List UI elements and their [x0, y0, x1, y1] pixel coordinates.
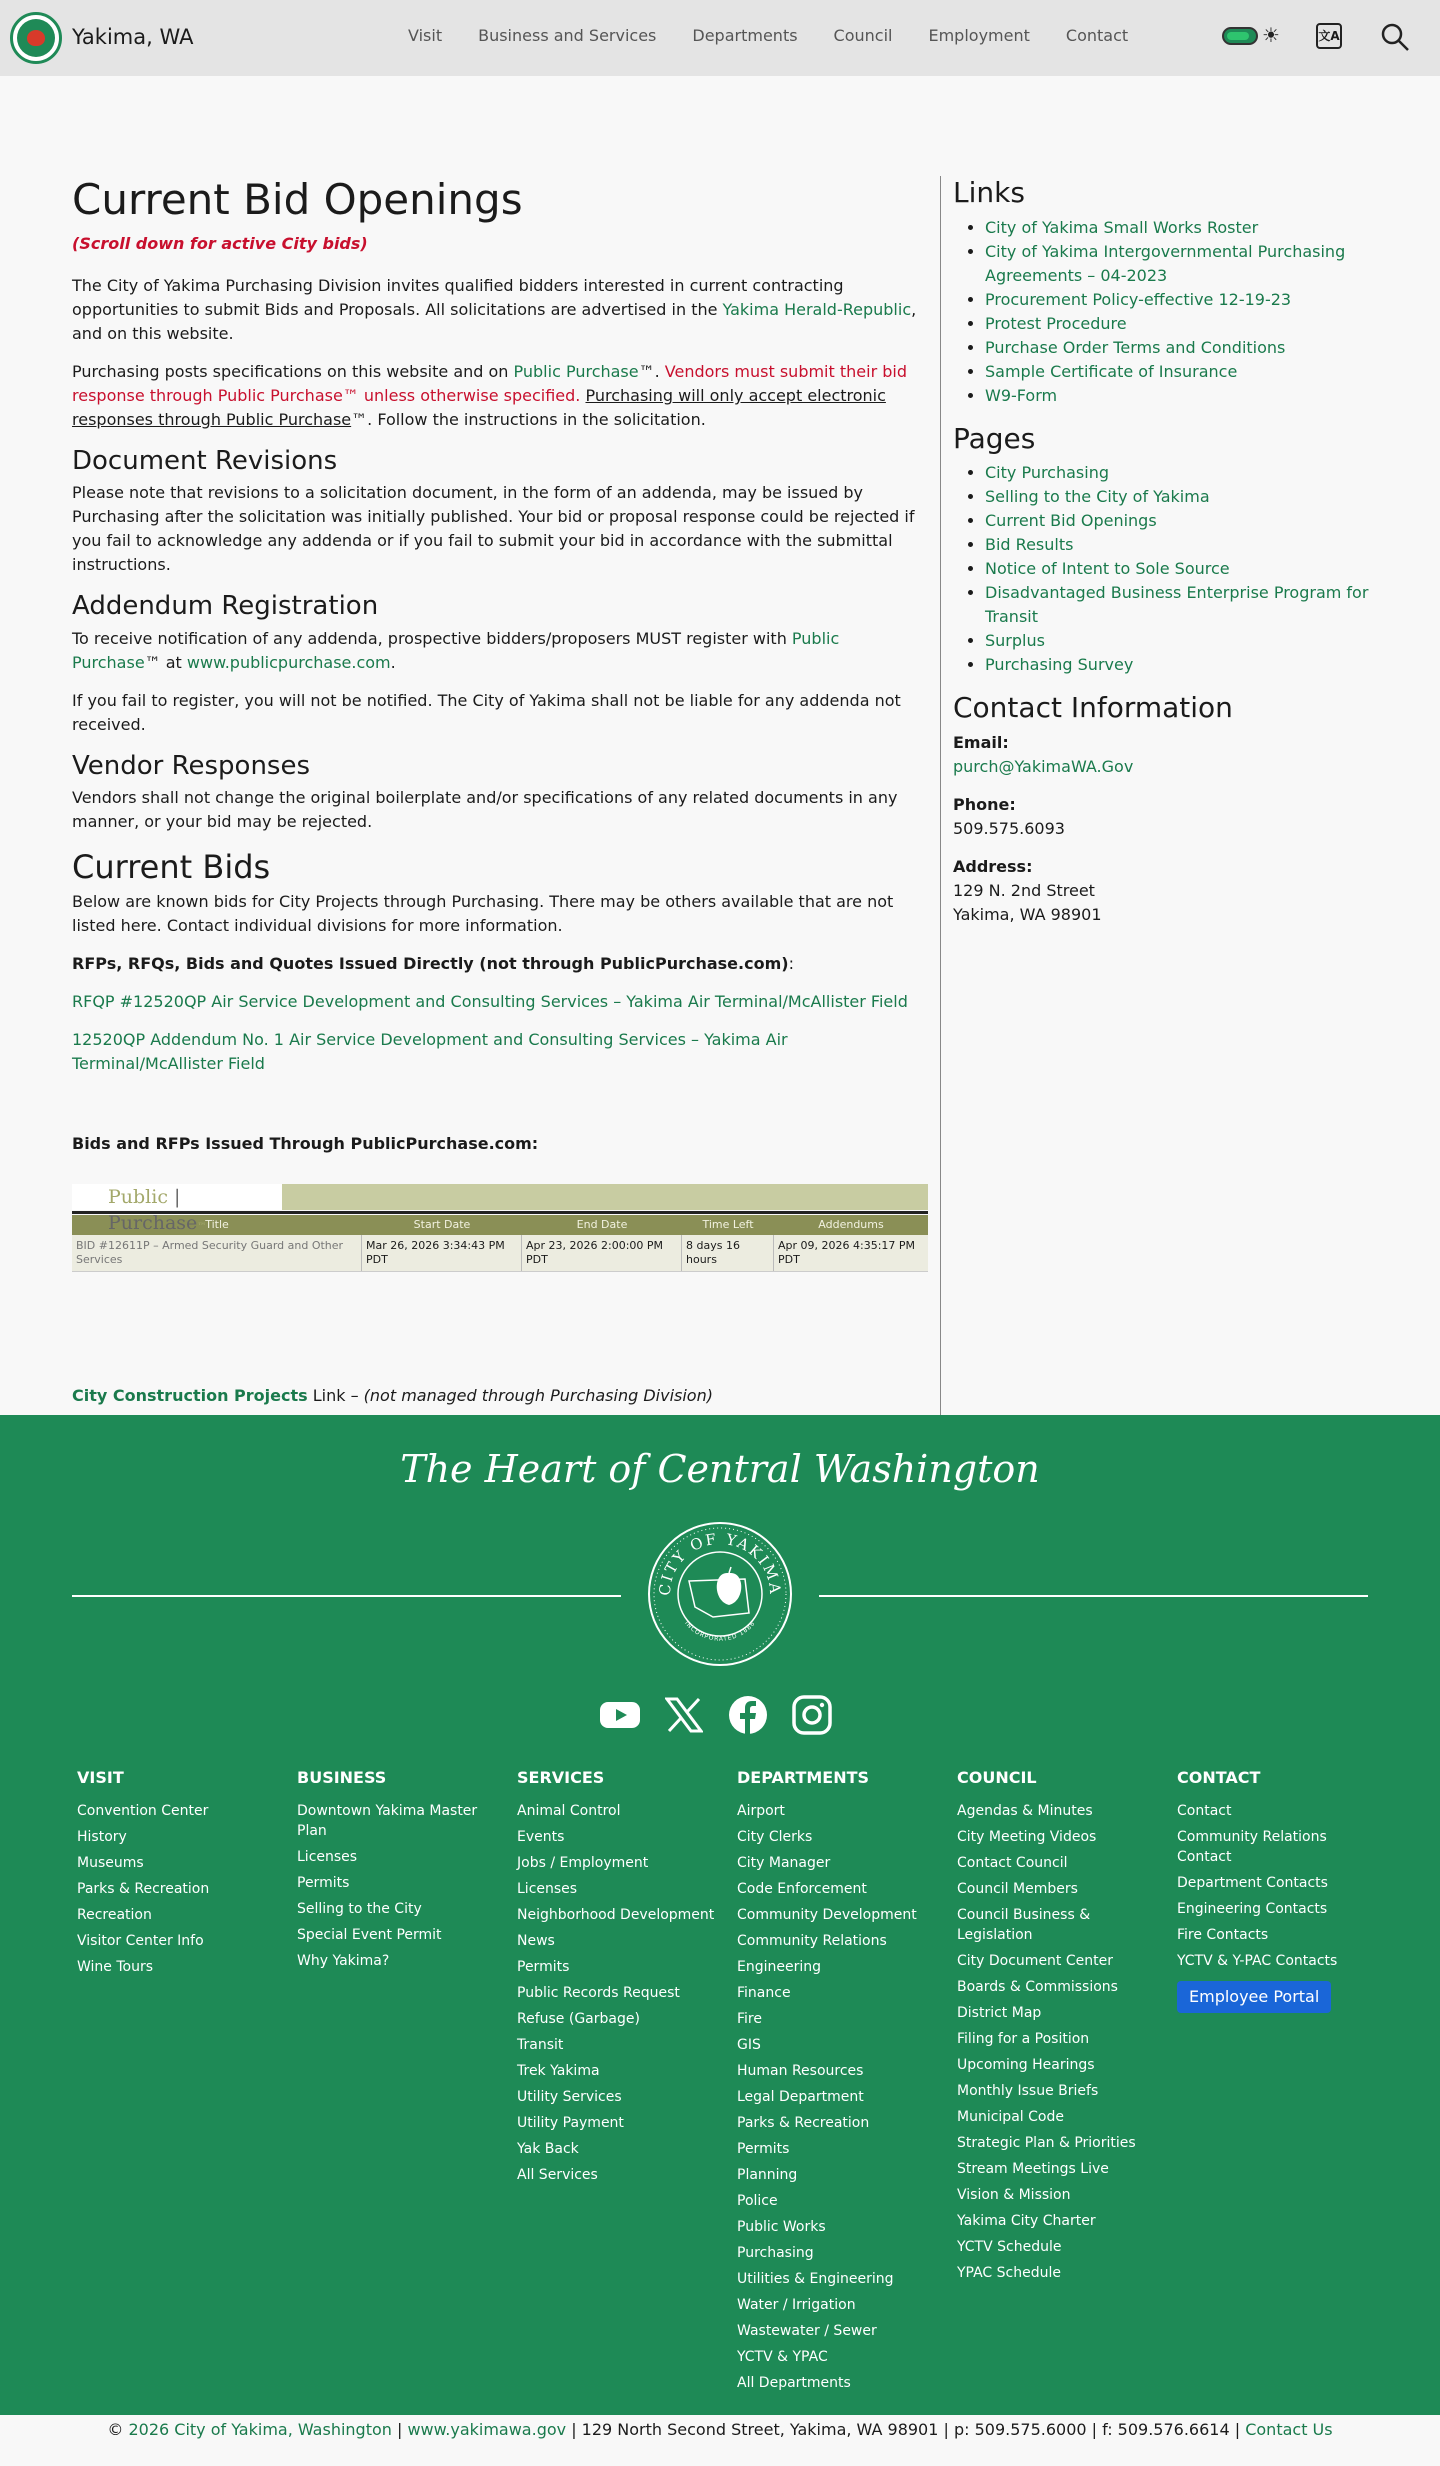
table-row — [72, 1235, 928, 1271]
footer-link[interactable]: YPAC Schedule — [957, 2265, 1061, 2281]
footer-link[interactable]: Museums — [77, 1855, 144, 1871]
footer-col-heading: BUSINESS — [297, 1768, 387, 1787]
footer-col-services — [517, 1769, 737, 2399]
footer-link[interactable]: GIS — [737, 2037, 761, 2053]
contact-email — [953, 731, 1373, 779]
direct-bids-colon: : — [788, 954, 794, 974]
phone-value: 509.575.6093 — [953, 818, 1065, 838]
public-purchase-link-2[interactable]: Public Purchase — [72, 628, 840, 672]
small-works-roster-link[interactable]: City of Yakima Small Works Roster — [985, 217, 1259, 237]
page-title: Current Bid Openings — [72, 175, 523, 224]
addendum-text: . — [390, 652, 396, 672]
intergovernmental-agreements-link[interactable]: City of Yakima Intergovernmental Purchasing Agreements – 04-2023 — [985, 241, 1346, 285]
po-terms-link[interactable]: Purchase Order Terms and Conditions — [985, 337, 1286, 357]
footer-link[interactable]: Why Yakima? — [297, 1953, 390, 1969]
footer-link[interactable]: Engineering — [737, 1959, 821, 1975]
col-end-date: End Date — [576, 1218, 628, 1232]
footer-address: | 129 North Second Street, Yakima, WA 98901 | p: 509.575.6000 | f: 509.576.6614 | — [566, 2420, 1246, 2439]
bid-end-date: Apr 23, 2026 2:00:00 PM PDT — [522, 1235, 682, 1271]
vendor-responses-heading: Vendor Responses — [72, 750, 311, 781]
footer-link[interactable]: Wastewater / Sewer — [737, 2323, 877, 2339]
selling-to-city-link[interactable]: Selling to the City of Yakima — [985, 487, 1210, 507]
logo-sep: | — [167, 1186, 181, 1209]
footer-link[interactable]: Transit — [517, 2037, 564, 2053]
email-link[interactable]: purch@YakimaWA.Gov — [953, 756, 1134, 776]
addendum-text: ™ at — [144, 652, 187, 672]
x-twitter-icon[interactable] — [662, 1693, 706, 1737]
city-purchasing-link[interactable]: City Purchasing — [985, 463, 1109, 483]
footer-link[interactable]: Refuse (Garbage) — [517, 2011, 640, 2027]
insurance-certificate-link[interactable]: Sample Certificate of Insurance — [985, 361, 1238, 381]
footer-link[interactable]: Legal Department — [737, 2089, 864, 2105]
email-label: Email: — [953, 732, 1009, 752]
list-item — [985, 240, 1373, 288]
column-divider — [940, 176, 941, 1466]
address-label: Address: — [953, 856, 1033, 876]
list-item — [985, 653, 1373, 677]
footer-columns — [77, 1769, 1397, 2399]
main-nav — [390, 24, 1146, 48]
intro-text: , and on this website. — [72, 300, 917, 344]
footer-link[interactable]: Yakima City Charter — [957, 2213, 1096, 2229]
bid-start-date: Mar 26, 2026 3:34:43 PM PDT — [362, 1235, 522, 1271]
copyright-year-link[interactable]: 2026 City of Yakima, Washington — [128, 2420, 392, 2439]
footer-link[interactable]: Permits — [297, 1875, 350, 1891]
list-item — [985, 557, 1373, 581]
footer-link[interactable]: Monthly Issue Briefs — [957, 2083, 1099, 2099]
facebook-icon[interactable] — [726, 1693, 770, 1737]
brand-name: Yakima, WA — [72, 25, 194, 50]
main-content — [72, 176, 928, 1423]
footer-link[interactable]: News — [517, 1933, 555, 1949]
col-time-left: Time Left — [702, 1218, 754, 1232]
footer-link[interactable]: History — [77, 1829, 127, 1845]
list-item — [985, 509, 1373, 533]
copyright-symbol: © — [107, 2420, 129, 2439]
footer-link[interactable]: Utility Services — [517, 2089, 622, 2105]
list-item — [985, 312, 1373, 336]
footer-link[interactable]: Jobs / Employment — [517, 1855, 649, 1871]
intro-paragraph-1 — [72, 274, 928, 346]
footer-link[interactable]: Planning — [737, 2167, 798, 2183]
footer-link[interactable]: Boards & Commissions — [957, 1979, 1118, 1995]
col-title: Title — [205, 1218, 229, 1232]
social-links — [598, 1693, 854, 1737]
footer-link[interactable]: Licenses — [517, 1881, 578, 1897]
nav-employment[interactable]: Employment — [928, 26, 1030, 45]
footer-link[interactable]: Vision & Mission — [957, 2187, 1071, 2203]
footer-link[interactable]: City Document Center — [957, 1953, 1113, 1969]
construction-text: Link – — [307, 1386, 364, 1406]
footer-link[interactable]: Parks & Recreation — [737, 2115, 870, 2131]
bid-results-link[interactable]: Bid Results — [985, 535, 1074, 555]
footer-link[interactable]: Filing for a Position — [957, 2031, 1090, 2047]
copyright-bar — [0, 2415, 1440, 2466]
publicpurchase-heading: Bids and RFPs Issued Through PublicPurchase.com: — [72, 1134, 539, 1154]
construction-projects-link[interactable]: City Construction Projects — [72, 1386, 308, 1406]
brand-link[interactable] — [10, 12, 193, 64]
footer-link[interactable]: Contact — [1177, 1803, 1232, 1819]
footer-link[interactable]: Wine Tours — [77, 1959, 154, 1975]
address-line-2: Yakima, WA 98901 — [953, 904, 1102, 924]
nav-business-services[interactable]: Business and Services — [478, 26, 657, 45]
list-item — [985, 336, 1373, 360]
city-seal-icon — [647, 1521, 793, 1667]
footer-link[interactable]: Council Business & Legislation — [957, 1907, 1091, 1943]
footer-link[interactable]: Visitor Center Info — [77, 1933, 204, 1949]
footer-col-departments — [737, 1769, 957, 2399]
sole-source-link[interactable]: Notice of Intent to Sole Source — [985, 559, 1230, 579]
list-item — [985, 216, 1373, 240]
footer-col-business — [297, 1769, 517, 2399]
bid-addendum-date: Apr 09, 2026 4:35:17 PM PDT — [778, 1239, 916, 1267]
w9-form-link[interactable]: W9-Form — [985, 385, 1058, 405]
footer-link[interactable]: City Clerks — [737, 1829, 813, 1845]
footer-link[interactable]: Water / Irrigation — [737, 2297, 856, 2313]
translate-icon[interactable]: 文A — [1316, 23, 1342, 49]
links-heading: Links — [953, 176, 1025, 209]
sun-icon: ☀ — [1262, 23, 1280, 47]
footer-link[interactable]: Contact Council — [957, 1855, 1068, 1871]
sidebar — [953, 176, 1373, 941]
footer-col-heading: SERVICES — [517, 1768, 605, 1787]
direct-bid-item — [72, 1028, 928, 1076]
footer-link[interactable]: All Services — [517, 2167, 598, 2183]
logo-purchase: Purchase — [108, 1212, 198, 1235]
theme-toggle[interactable] — [1222, 27, 1258, 45]
contact-address — [953, 855, 1373, 927]
list-item — [985, 629, 1373, 653]
footer-link[interactable]: Permits — [737, 2141, 790, 2157]
footer-link[interactable]: City Meeting Videos — [957, 1829, 1097, 1845]
vendor-responses-text: Vendors shall not change the original boilerplate and/or specifications of any related documents in any manner, or your bid may be rejected. — [72, 787, 898, 831]
construction-note: (not managed through Purchasing Division) — [363, 1386, 713, 1406]
footer-link[interactable]: Finance — [737, 1985, 791, 2001]
footer-link[interactable]: Airport — [737, 1803, 785, 1819]
youtube-icon[interactable] — [598, 1693, 642, 1737]
footer-tagline: The Heart of Central Washington — [400, 1447, 1040, 1491]
current-bid-openings-link[interactable]: Current Bid Openings — [985, 511, 1157, 531]
footer-link[interactable]: Human Resources — [737, 2063, 864, 2079]
footer-col-heading: VISIT — [77, 1768, 124, 1787]
bid-title-link[interactable]: BID #12611P – Armed Security Guard and Other Services — [72, 1235, 362, 1271]
current-bids-heading: Current Bids — [72, 847, 271, 886]
scroll-note: (Scroll down for active City bids) — [72, 234, 368, 254]
svg-text:CITY OF YAKIMA: CITY OF YAKIMA — [655, 1529, 785, 1597]
address-line-1: 129 N. 2nd Street — [953, 880, 1095, 900]
contact-phone — [953, 793, 1373, 841]
addendum-12520qp-link[interactable]: 12520QP Addendum No. 1 Air Service Development and Consulting Services – Yakima Air Terminal/McAllister Field — [72, 1030, 788, 1074]
electronic-notice: Purchasing will only accept electronic responses through Public Purchase — [72, 386, 886, 430]
direct-bid-item — [72, 990, 928, 1014]
intro-text: ™. — [638, 362, 665, 382]
surplus-link[interactable]: Surplus — [985, 631, 1045, 651]
site-footer — [0, 1415, 1440, 2415]
list-item — [985, 288, 1373, 312]
intro-text: The City of Yakima Purchasing Division invites qualified bidders interested in current contracting opportunities to submit Bids and Proposals. All solicitations are advertised in the — [72, 276, 844, 320]
pages-heading: Pages — [953, 421, 1036, 455]
col-addendums: Addendums — [818, 1218, 884, 1232]
phone-label: Phone: — [953, 794, 1016, 814]
protest-procedure-link[interactable]: Protest Procedure — [985, 313, 1127, 333]
addendum-registration-text — [72, 627, 928, 675]
footer-link[interactable]: Trek Yakima — [517, 2063, 600, 2079]
herald-republic-link[interactable]: Yakima Herald-Republic — [722, 300, 912, 320]
nav-council[interactable]: Council — [833, 26, 893, 45]
footer-link[interactable]: YCTV & YPAC — [737, 2349, 828, 2365]
footer-link[interactable]: Department Contacts — [1177, 1875, 1328, 1891]
list-item — [985, 461, 1373, 485]
footer-link[interactable]: Licenses — [297, 1849, 358, 1865]
footer-link[interactable]: Council Members — [957, 1881, 1078, 1897]
svg-text:INCORPORATED 1886: INCORPORATED 1886 — [683, 1619, 757, 1643]
logo-tm: ™ — [197, 1222, 207, 1233]
logo-public: Public — [108, 1186, 168, 1209]
footer-link[interactable]: Selling to the City — [297, 1901, 422, 1917]
rfqp-12520qp-link[interactable]: RFQP #12520QP Air Service Development and Consulting Services – Yakima Air Terminal/McAllister Field — [72, 992, 908, 1012]
search-icon[interactable] — [1380, 22, 1410, 52]
footer-link[interactable]: All Departments — [737, 2375, 851, 2391]
footer-link[interactable]: Public Records Request — [517, 1985, 680, 2001]
intro-paragraph-2 — [72, 360, 928, 432]
contact-heading: Contact Information — [953, 691, 1233, 725]
top-navigation — [0, 0, 1440, 76]
employee-portal-button[interactable]: Employee Portal — [1177, 1981, 1331, 2013]
footer-col-council — [957, 1769, 1177, 2399]
footer-link[interactable]: Community Relations Contact — [1177, 1829, 1327, 1865]
instagram-icon[interactable] — [790, 1693, 834, 1737]
separator: | — [391, 2420, 408, 2439]
intro-text: Purchasing posts specifications on this website and on — [72, 362, 514, 382]
footer-rule-right — [819, 1595, 1368, 1597]
nav-visit[interactable]: Visit — [408, 26, 443, 45]
contact-us-link[interactable]: Contact Us — [1245, 2420, 1333, 2439]
list-item — [985, 360, 1373, 384]
footer-col-heading: COUNCIL — [957, 1768, 1037, 1787]
list-item — [985, 485, 1373, 509]
footer-link[interactable]: Purchasing — [737, 2245, 814, 2261]
intro-text: ™. Follow the instructions in the solicitation. — [351, 410, 706, 430]
footer-link[interactable]: Community Relations — [737, 1933, 887, 1949]
purchasing-survey-link[interactable]: Purchasing Survey — [985, 655, 1134, 675]
footer-link[interactable]: Special Event Permit — [297, 1927, 442, 1943]
footer-link[interactable]: Parks & Recreation — [77, 1881, 210, 1897]
footer-link[interactable]: Agendas & Minutes — [957, 1803, 1093, 1819]
footer-link[interactable]: Yak Back — [517, 2141, 579, 2157]
footer-link[interactable]: Convention Center — [77, 1803, 209, 1819]
list-item — [985, 581, 1373, 629]
footer-link[interactable]: Downtown Yakima Master Plan — [297, 1803, 478, 1839]
direct-bids-heading — [72, 952, 928, 976]
footer-link[interactable]: Municipal Code — [957, 2109, 1064, 2125]
footer-link[interactable]: Events — [517, 1829, 565, 1845]
nav-contact[interactable]: Contact — [1065, 26, 1129, 45]
footer-link[interactable]: Strategic Plan & Priorities — [957, 2135, 1136, 2151]
addendum-notice-text: If you fail to register, you will not be notified. The City of Yakima shall not be liable for any addenda not received. — [72, 690, 901, 734]
footer-col-heading: CONTACT — [1177, 1768, 1261, 1787]
document-revisions-text: Please note that revisions to a solicitation document, in the form of an addenda, may be issued by Purchasing after the solicitation was initially published. Your bid or proposal response could be rejected if you fail to acknowledge any addenda or if you fail to submit your bid in accordance with the submittal instructions. — [72, 483, 915, 575]
footer-link[interactable]: Fire Contacts — [1177, 1927, 1269, 1943]
footer-col-heading: DEPARTMENTS — [737, 1768, 870, 1787]
list-item — [985, 384, 1373, 408]
links-list — [953, 216, 1373, 408]
footer-link[interactable]: YCTV Schedule — [957, 2239, 1062, 2255]
footer-link[interactable]: Community Development — [737, 1907, 917, 1923]
footer-link[interactable]: Stream Meetings Live — [957, 2161, 1109, 2177]
footer-link[interactable]: Recreation — [77, 1907, 152, 1923]
nav-departments[interactable]: Departments — [692, 26, 798, 45]
footer-col-contact — [1177, 1769, 1397, 2399]
publicpurchase-widget — [72, 1184, 928, 1272]
footer-link[interactable]: Police — [737, 2193, 778, 2209]
pages-list — [953, 461, 1373, 677]
footer-link[interactable]: Upcoming Hearings — [957, 2057, 1095, 2073]
footer-link[interactable]: Permits — [517, 1959, 570, 1975]
footer-link[interactable]: Engineering Contacts — [1177, 1901, 1328, 1917]
footer-link[interactable]: Neighborhood Development — [517, 1907, 715, 1923]
addendum-text: To receive notification of any addenda, prospective bidders/proposers MUST register with — [72, 628, 792, 648]
footer-link[interactable]: Utilities & Engineering — [737, 2271, 894, 2287]
bid-time-left: 8 days 16 hours — [682, 1235, 774, 1271]
footer-link[interactable]: Public Works — [737, 2219, 826, 2235]
direct-bids-title: RFPs, RFQs, Bids and Quotes Issued Directly (not through PublicPurchase.com) — [72, 954, 789, 974]
footer-rule-left — [72, 1595, 621, 1597]
current-bids-text: Below are known bids for City Projects through Purchasing. There may be others available that are not listed here. Contact individual divisions for more information. — [72, 892, 894, 936]
city-seal-icon — [10, 12, 62, 64]
publicpurchase-url-link[interactable]: www.publicpurchase.com — [186, 652, 391, 672]
footer-link[interactable]: Animal Control — [517, 1803, 621, 1819]
footer-link[interactable]: City Manager — [737, 1855, 831, 1871]
document-revisions-heading: Document Revisions — [72, 446, 338, 477]
footer-link[interactable]: YCTV & Y-PAC Contacts — [1177, 1953, 1338, 1969]
addendum-registration-heading: Addendum Registration — [72, 591, 379, 622]
dbe-program-link[interactable]: Disadvantaged Business Enterprise Program for Transit — [985, 583, 1369, 627]
website-link[interactable]: www.yakimawa.gov — [407, 2420, 567, 2439]
footer-link[interactable]: Utility Payment — [517, 2115, 624, 2131]
col-start-date: Start Date — [413, 1218, 471, 1232]
vendor-warning: Vendors must submit their bid response through Public Purchase™ unless otherwise specified. — [72, 362, 907, 406]
public-purchase-link[interactable]: Public Purchase — [513, 362, 639, 382]
list-item — [985, 533, 1373, 557]
procurement-policy-link[interactable]: Procurement Policy-effective 12-19-23 — [985, 289, 1292, 309]
footer-link[interactable]: Fire — [737, 2011, 762, 2027]
footer-link[interactable]: District Map — [957, 2005, 1042, 2021]
footer-link[interactable]: Code Enforcement — [737, 1881, 867, 1897]
footer-col-visit — [77, 1769, 297, 2399]
